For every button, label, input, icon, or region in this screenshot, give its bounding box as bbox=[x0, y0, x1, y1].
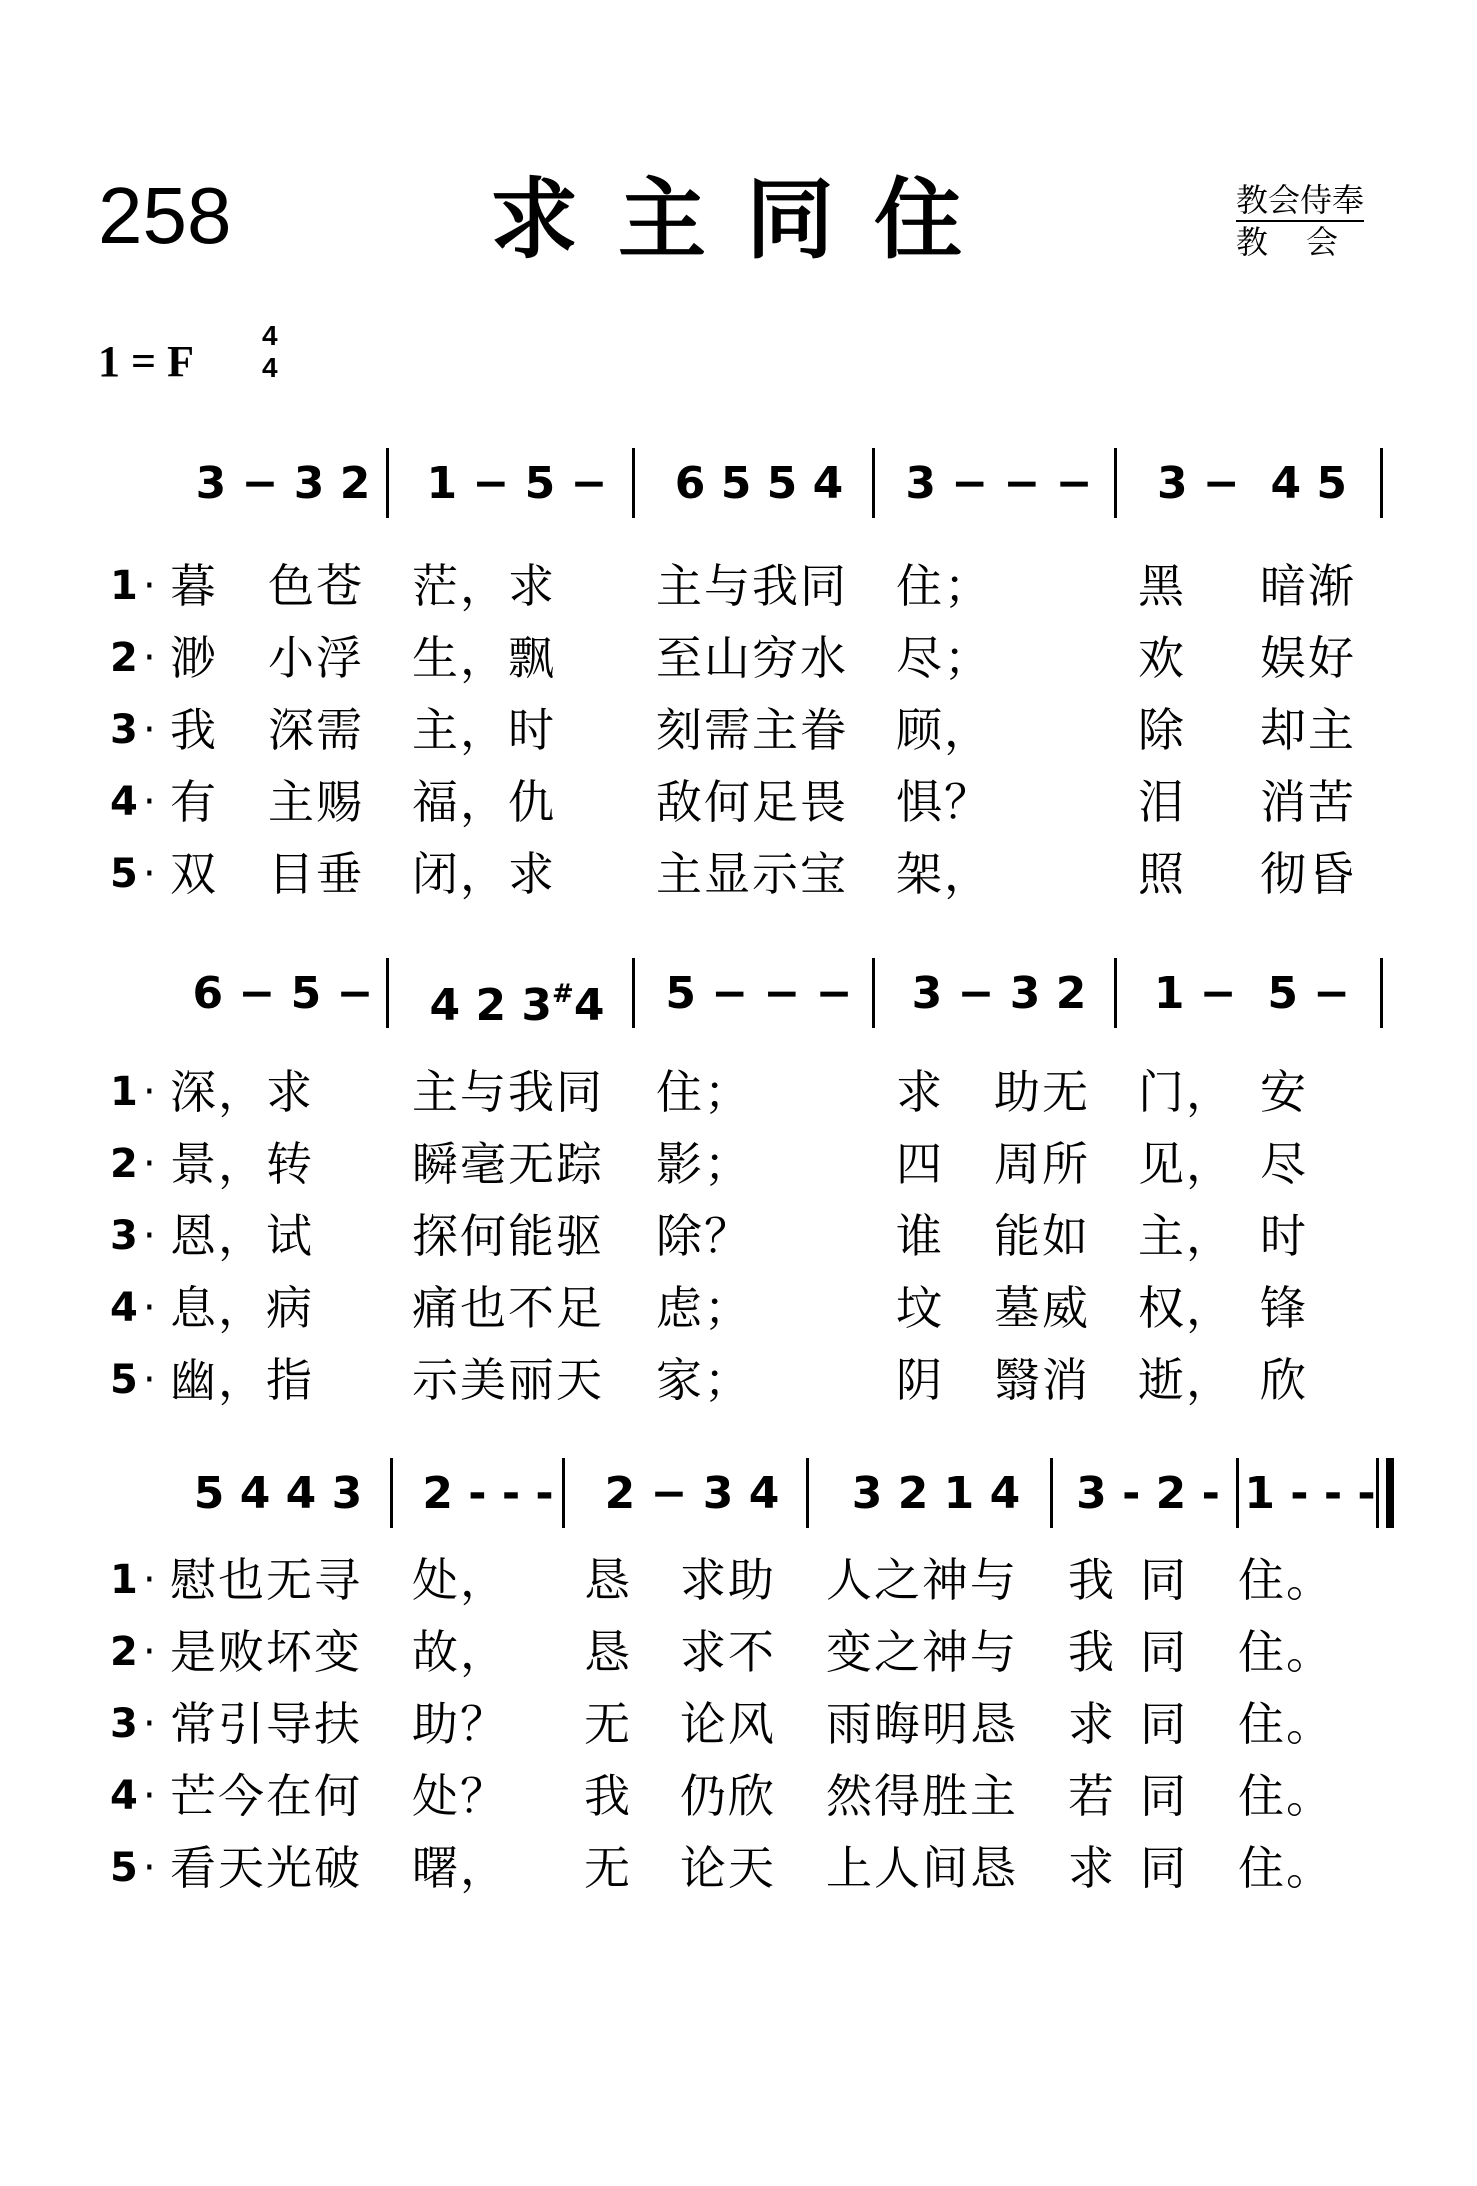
measure-notes: 2 − 3 4 bbox=[604, 1468, 780, 1519]
lyric-syllable: 恳 bbox=[584, 1553, 632, 1607]
lyric-syllable: 助？ bbox=[412, 1697, 508, 1751]
lyric-syllable: 惧？ bbox=[896, 775, 992, 829]
measure-notes: 2 - - - bbox=[422, 1468, 554, 1519]
verse-line bbox=[0, 1762, 1477, 1834]
measure bbox=[654, 958, 864, 1028]
lyric-syllable: 论天 bbox=[680, 1841, 776, 1895]
lyric-syllable: 生，飘 bbox=[412, 631, 556, 685]
lyric-syllable: 同 bbox=[1140, 1697, 1188, 1751]
notation-row-3 bbox=[0, 1458, 1477, 1528]
lyric-syllable: 欣 bbox=[1260, 1353, 1308, 1407]
verse-line bbox=[0, 1274, 1477, 1346]
lyric-syllable: 有 bbox=[170, 775, 218, 829]
lyric-syllable: 敌何足畏 bbox=[656, 775, 848, 829]
lyric-syllable: 求 bbox=[1068, 1697, 1116, 1751]
measure-notes: 3 - 2 - bbox=[1076, 1468, 1220, 1519]
lyric-syllable: 影； bbox=[656, 1137, 752, 1191]
verse-line bbox=[0, 552, 1477, 624]
lyric-syllable: 顾， bbox=[896, 703, 992, 757]
lyric-syllable: 坟 bbox=[896, 1281, 944, 1335]
lyric-syllable: 暗渐 bbox=[1260, 559, 1356, 613]
time-signature-top: 4 bbox=[262, 320, 278, 351]
lyric-syllable: 息，病 bbox=[170, 1281, 314, 1335]
lyric-syllable: 变之神与 bbox=[826, 1625, 1018, 1679]
measure-notes: 3 2 1 4 bbox=[851, 1468, 1021, 1519]
barline bbox=[1380, 958, 1383, 1028]
verse-number: 4 bbox=[110, 779, 138, 825]
barline bbox=[1050, 1458, 1053, 1528]
lyric-syllable: 主， bbox=[1138, 1209, 1234, 1263]
lyric-syllable: 时 bbox=[1260, 1209, 1308, 1263]
lyric-syllable: 我 bbox=[1068, 1625, 1116, 1679]
verse-number: 2 bbox=[110, 1141, 138, 1187]
measure bbox=[582, 1458, 802, 1528]
lyric-syllable: 至山穷水 bbox=[656, 631, 848, 685]
lyric-syllable: 主，时 bbox=[412, 703, 556, 757]
lyric-syllable: 福，仇 bbox=[412, 775, 556, 829]
verse-line bbox=[0, 1346, 1477, 1418]
lyric-syllable: 虑； bbox=[656, 1281, 752, 1335]
measure bbox=[894, 958, 1104, 1028]
measure bbox=[826, 1458, 1046, 1528]
lyric-syllable: 痛也不足 bbox=[412, 1281, 604, 1335]
lyric-syllable: 娱好 bbox=[1260, 631, 1356, 685]
lyric-syllable: 阴 bbox=[896, 1353, 944, 1407]
verse-number: 5 bbox=[110, 851, 138, 897]
lyric-syllable: 同 bbox=[1140, 1553, 1188, 1607]
lyric-syllable: 然得胜主 bbox=[826, 1769, 1018, 1823]
barline bbox=[632, 958, 635, 1028]
verse-number: 3 bbox=[110, 1701, 138, 1747]
barline bbox=[806, 1458, 809, 1528]
barline bbox=[1380, 448, 1383, 518]
lyric-syllable: 架， bbox=[896, 847, 992, 901]
lyric-syllable: 我 bbox=[1068, 1553, 1116, 1607]
lyric-syllable: 主与我同 bbox=[412, 1065, 604, 1119]
time-signature-bottom: 4 bbox=[262, 352, 278, 383]
barline bbox=[390, 1458, 393, 1528]
measure bbox=[654, 448, 864, 518]
verse-line bbox=[0, 1058, 1477, 1130]
measure bbox=[412, 448, 622, 518]
measure-notes: 5 4 4 3 bbox=[193, 1468, 363, 1519]
verse-number: 5 bbox=[110, 1845, 138, 1891]
lyric-syllable: 瞬毫无踪 bbox=[412, 1137, 604, 1191]
sharp-sign: # bbox=[552, 979, 574, 1009]
measure bbox=[178, 958, 388, 1028]
lyric-syllable: 主赐 bbox=[268, 775, 364, 829]
lyric-syllable: 住。 bbox=[1238, 1625, 1334, 1679]
verse-number: 1 bbox=[110, 563, 138, 609]
lyric-syllable: 锋 bbox=[1260, 1281, 1308, 1335]
lyric-syllable: 渺 bbox=[170, 631, 218, 685]
lyric-syllable: 若 bbox=[1068, 1769, 1116, 1823]
verse-number: 2 bbox=[110, 1629, 138, 1675]
verse-number: 1 bbox=[110, 1557, 138, 1603]
verse-line bbox=[0, 624, 1477, 696]
measure-notes: 6 − 5 − bbox=[192, 968, 374, 1019]
lyric-syllable: 我 bbox=[170, 703, 218, 757]
lyric-syllable: 我 bbox=[584, 1769, 632, 1823]
verse-line bbox=[0, 1834, 1477, 1906]
lyric-syllable: 门， bbox=[1138, 1065, 1234, 1119]
lyric-syllable: 处， bbox=[412, 1553, 508, 1607]
lyric-syllable: 曙， bbox=[412, 1841, 508, 1895]
verse-line bbox=[0, 1690, 1477, 1762]
measure-notes bbox=[412, 970, 622, 1030]
key-signature: 1 = F bbox=[98, 337, 194, 386]
verse-dot: · bbox=[143, 1701, 156, 1747]
final-barline-thick bbox=[1386, 1458, 1394, 1528]
lyric-syllable: 黑 bbox=[1138, 559, 1186, 613]
barline bbox=[562, 1458, 565, 1528]
lyric-syllable: 尽 bbox=[1260, 1137, 1308, 1191]
measure bbox=[168, 1458, 388, 1528]
verse-number: 5 bbox=[110, 1357, 138, 1403]
verse-number: 2 bbox=[110, 635, 138, 681]
measure bbox=[178, 448, 388, 518]
verse-dot: · bbox=[143, 1773, 156, 1819]
lyric-syllable: 尽； bbox=[896, 631, 992, 685]
lyric-syllable: 恩，试 bbox=[170, 1209, 314, 1263]
measure bbox=[1132, 958, 1372, 1028]
verse-line bbox=[0, 696, 1477, 768]
lyric-syllable: 消苦 bbox=[1260, 775, 1356, 829]
measure bbox=[1066, 1458, 1230, 1528]
lyric-syllable: 住。 bbox=[1238, 1553, 1334, 1607]
lyric-syllable: 景，转 bbox=[170, 1137, 314, 1191]
lyric-syllable: 住。 bbox=[1238, 1769, 1334, 1823]
lyric-syllable: 小浮 bbox=[268, 631, 364, 685]
lyric-syllable: 深，求 bbox=[170, 1065, 314, 1119]
hymn-number: 258 bbox=[98, 171, 232, 260]
verse-dot: · bbox=[143, 1557, 156, 1603]
lyric-syllable: 助无 bbox=[994, 1065, 1090, 1119]
measure bbox=[1132, 448, 1372, 518]
lyric-syllable: 住； bbox=[896, 559, 992, 613]
lyric-syllable: 见， bbox=[1138, 1137, 1234, 1191]
measure-notes: 1 - - - bbox=[1244, 1468, 1376, 1519]
verse-dot: · bbox=[143, 1845, 156, 1891]
lyric-syllable: 茫，求 bbox=[412, 559, 556, 613]
lyric-syllable: 故， bbox=[412, 1625, 508, 1679]
verse-line bbox=[0, 840, 1477, 912]
lyric-syllable: 家； bbox=[656, 1353, 752, 1407]
lyric-syllable: 无 bbox=[584, 1841, 632, 1895]
measure-notes-b: 4 bbox=[573, 980, 605, 1031]
lyric-syllable: 看天光破 bbox=[170, 1841, 362, 1895]
lyric-syllable: 周所 bbox=[994, 1137, 1090, 1191]
lyric-syllable: 翳消 bbox=[994, 1353, 1090, 1407]
verse-dot: · bbox=[143, 1357, 156, 1403]
verse-dot: · bbox=[143, 1141, 156, 1187]
verse-line bbox=[0, 768, 1477, 840]
lyric-syllable: 处？ bbox=[412, 1769, 508, 1823]
verse-dot: · bbox=[143, 707, 156, 753]
lyric-syllable: 同 bbox=[1140, 1769, 1188, 1823]
lyric-syllable: 墓威 bbox=[994, 1281, 1090, 1335]
measure-notes: 3 − − − bbox=[905, 458, 1093, 509]
lyrics-credit: 教会侍奉 bbox=[1236, 184, 1364, 222]
barline bbox=[1114, 958, 1117, 1028]
lyric-syllable: 芒今在何 bbox=[170, 1769, 362, 1823]
verse-number: 4 bbox=[110, 1773, 138, 1819]
measure-notes: 3 − 4 5 bbox=[1157, 458, 1347, 509]
lyric-syllable: 刻需主眷 bbox=[656, 703, 848, 757]
verse-number: 1 bbox=[110, 1069, 138, 1115]
lyric-syllable: 探何能驱 bbox=[412, 1209, 604, 1263]
lyric-syllable: 主与我同 bbox=[656, 559, 848, 613]
measure-notes-a: 4 2 3 bbox=[429, 980, 553, 1031]
lyric-syllable: 住。 bbox=[1238, 1697, 1334, 1751]
verse-dot: · bbox=[143, 1069, 156, 1115]
lyric-syllable: 目垂 bbox=[268, 847, 364, 901]
lyric-syllable: 泪 bbox=[1138, 775, 1186, 829]
barline bbox=[1236, 1458, 1239, 1528]
lyric-syllable: 仍欣 bbox=[680, 1769, 776, 1823]
verse-dot: · bbox=[143, 851, 156, 897]
verse-dot: · bbox=[143, 635, 156, 681]
notation-row-2 bbox=[0, 958, 1477, 1031]
measure-notes: 3 − 3 2 bbox=[195, 458, 371, 509]
lyric-syllable: 能如 bbox=[994, 1209, 1090, 1263]
verse-dot: · bbox=[143, 1629, 156, 1675]
lyric-syllable: 除 bbox=[1138, 703, 1186, 757]
lyric-syllable: 同 bbox=[1140, 1625, 1188, 1679]
lyric-syllable: 除？ bbox=[656, 1209, 752, 1263]
tune-credit: 教会 bbox=[1236, 223, 1377, 261]
final-barline-thin bbox=[1376, 1458, 1379, 1528]
lyric-syllable: 色苍 bbox=[268, 559, 364, 613]
barline bbox=[1114, 448, 1117, 518]
barline bbox=[386, 448, 389, 518]
lyric-syllable: 双 bbox=[170, 847, 218, 901]
measure bbox=[412, 958, 622, 1031]
verse-number: 3 bbox=[110, 1213, 138, 1259]
verse-number: 4 bbox=[110, 1285, 138, 1331]
verse-dot: · bbox=[143, 779, 156, 825]
barline bbox=[872, 448, 875, 518]
lyric-syllable: 无 bbox=[584, 1697, 632, 1751]
verse-line bbox=[0, 1546, 1477, 1618]
barline bbox=[872, 958, 875, 1028]
measure bbox=[1244, 1458, 1376, 1528]
measure-notes: 3 − 3 2 bbox=[911, 968, 1087, 1019]
notation-row-1 bbox=[0, 448, 1477, 518]
lyric-syllable: 照 bbox=[1138, 847, 1186, 901]
lyric-syllable: 逝， bbox=[1138, 1353, 1234, 1407]
verse-line bbox=[0, 1202, 1477, 1274]
verse-number: 3 bbox=[110, 707, 138, 753]
lyric-syllable: 深需 bbox=[268, 703, 364, 757]
verse-line bbox=[0, 1130, 1477, 1202]
lyric-syllable: 谁 bbox=[896, 1209, 944, 1263]
hymn-title: 求主同住 bbox=[490, 168, 1003, 271]
time-signature bbox=[262, 320, 278, 384]
lyric-syllable: 雨晦明恳 bbox=[826, 1697, 1018, 1751]
lyric-syllable: 示美丽天 bbox=[412, 1353, 604, 1407]
verse-line bbox=[0, 1618, 1477, 1690]
lyric-syllable: 论风 bbox=[680, 1697, 776, 1751]
lyric-syllable: 恳 bbox=[584, 1625, 632, 1679]
barline bbox=[386, 958, 389, 1028]
verse-dot: · bbox=[143, 1213, 156, 1259]
lyric-syllable: 权， bbox=[1138, 1281, 1234, 1335]
measure-notes: 1 − 5 − bbox=[1153, 968, 1351, 1019]
measure-notes: 5 − − − bbox=[665, 968, 853, 1019]
lyric-syllable: 却主 bbox=[1260, 703, 1356, 757]
measure bbox=[894, 448, 1104, 518]
lyric-syllable: 求助 bbox=[680, 1553, 776, 1607]
lyric-syllable: 住； bbox=[656, 1065, 752, 1119]
lyric-syllable: 是败坏变 bbox=[170, 1625, 362, 1679]
lyric-syllable: 上人间恳 bbox=[826, 1841, 1018, 1895]
measure-notes: 1 − 5 − bbox=[426, 458, 608, 509]
verse-dot: · bbox=[143, 1285, 156, 1331]
lyric-syllable: 安 bbox=[1260, 1065, 1308, 1119]
measure-notes: 6 5 5 4 bbox=[674, 458, 844, 509]
lyric-syllable: 闭，求 bbox=[412, 847, 556, 901]
lyric-syllable: 住。 bbox=[1238, 1841, 1334, 1895]
lyric-syllable: 主显示宝 bbox=[656, 847, 848, 901]
lyric-syllable: 幽，指 bbox=[170, 1353, 314, 1407]
lyric-syllable: 慰也无寻 bbox=[170, 1553, 362, 1607]
lyric-syllable: 四 bbox=[896, 1137, 944, 1191]
lyric-syllable: 人之神与 bbox=[826, 1553, 1018, 1607]
lyric-syllable: 求 bbox=[1068, 1841, 1116, 1895]
lyric-syllable: 欢 bbox=[1138, 631, 1186, 685]
lyric-syllable: 求 bbox=[896, 1065, 944, 1119]
lyric-syllable: 同 bbox=[1140, 1841, 1188, 1895]
lyric-syllable: 彻昏 bbox=[1260, 847, 1356, 901]
barline bbox=[632, 448, 635, 518]
lyric-syllable: 求不 bbox=[680, 1625, 776, 1679]
lyric-syllable: 常引导扶 bbox=[170, 1697, 362, 1751]
lyric-syllable: 暮 bbox=[170, 559, 218, 613]
measure bbox=[408, 1458, 568, 1528]
verse-dot: · bbox=[143, 563, 156, 609]
